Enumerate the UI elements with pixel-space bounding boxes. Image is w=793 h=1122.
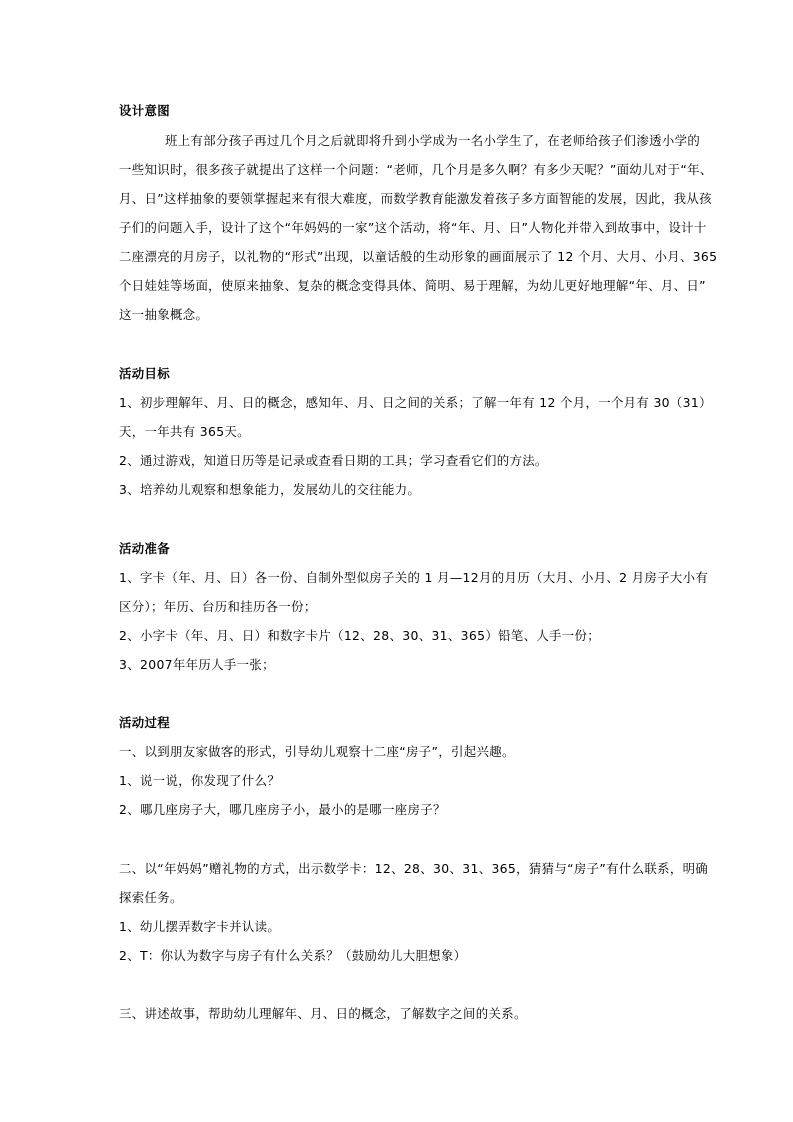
paragraph-line: 二座漂亮的月房子，以礼物的“形式”出现，以童话般的生动形象的画面展示了 12 个月、大月、小月、365 xyxy=(119,249,718,264)
list-item: 区分）；年历、台历和挂历各一份； xyxy=(119,599,317,614)
list-item: 三、讲述故事，帮助幼儿理解年、月、日的概念，了解数字之间的关系。 xyxy=(119,1006,527,1021)
list-item: 2、哪几座房子大，哪几座房子小，最小的是哪一座房子？ xyxy=(119,802,446,817)
list-item: 3、2007年年历人手一张； xyxy=(119,657,275,672)
section-heading-design-intent: 设计意图 xyxy=(119,103,170,118)
paragraph-line: 班上有部分孩子再过几个月之后就即将升到小学成为一名小学生了，在老师给孩子们渗透小学的 xyxy=(165,133,701,148)
list-item: 1、字卡（年、月、日）各一份、自制外型似房子关的 1 月—12月的月历（大月、小月、2 月房子大小有 xyxy=(119,570,709,585)
list-item: 2、小字卡（年、月、日）和数字卡片（12、28、30、31、365）铅笔、人手一份； xyxy=(119,628,601,643)
list-item: 3、培养幼儿观察和想象能力，发展幼儿的交往能力。 xyxy=(119,482,421,497)
list-item: 2、通过游戏，知道日历等是记录或查看日期的工具；学习查看它们的方法。 xyxy=(119,453,548,468)
list-item: 天，一年共有 365天。 xyxy=(119,424,250,439)
paragraph-line: 月、日”这样抽象的要领掌握起来有很大难度，而数学教育能激发着孩子多方面智能的发展，因此，我从孩 xyxy=(119,191,712,206)
paragraph-line: 这一抽象概念。 xyxy=(119,307,209,322)
list-item: 二、以“年妈妈”赠礼物的方式，出示数学卡：12、28、30、31、365，猜猜与“房子”有什么联系，明确 xyxy=(119,861,709,876)
list-item: 2、T：你认为数字与房子有什么关系？（鼓励幼儿大胆想象） xyxy=(119,948,467,963)
paragraph-line: 一些知识时，很多孩子就提出了这样一个问题：“老师，几个月是多久啊？有多少天呢？”面幼儿对于“年、 xyxy=(119,162,713,177)
list-item: 1、初步理解年、月、日的概念，感知年、月、日之间的关系；了解一年有 12 个月，一个月有 30（31） xyxy=(119,395,712,410)
paragraph-line: 子们的问题入手，设计了这个“年妈妈的一家”这个活动，将“年、月、日”人物化并带入到故事中，设计十 xyxy=(119,220,707,235)
list-item: 探索任务。 xyxy=(119,890,183,905)
section-heading-preparation: 活动准备 xyxy=(119,541,170,556)
list-item: 一、以到朋友家做客的形式，引导幼儿观察十二座“房子”，引起兴趣。 xyxy=(119,744,515,759)
paragraph-line: 个日娃娃等场面，使原来抽象、复杂的概念变得具体、简明、易于理解，为幼儿更好地理解“年、月、日” xyxy=(119,278,706,293)
section-heading-goals: 活动目标 xyxy=(119,366,170,381)
list-item: 1、说一说，你发现了什么？ xyxy=(119,773,281,788)
list-item: 1、幼儿摆弄数字卡并认读。 xyxy=(119,919,281,934)
section-heading-process: 活动过程 xyxy=(119,715,170,730)
